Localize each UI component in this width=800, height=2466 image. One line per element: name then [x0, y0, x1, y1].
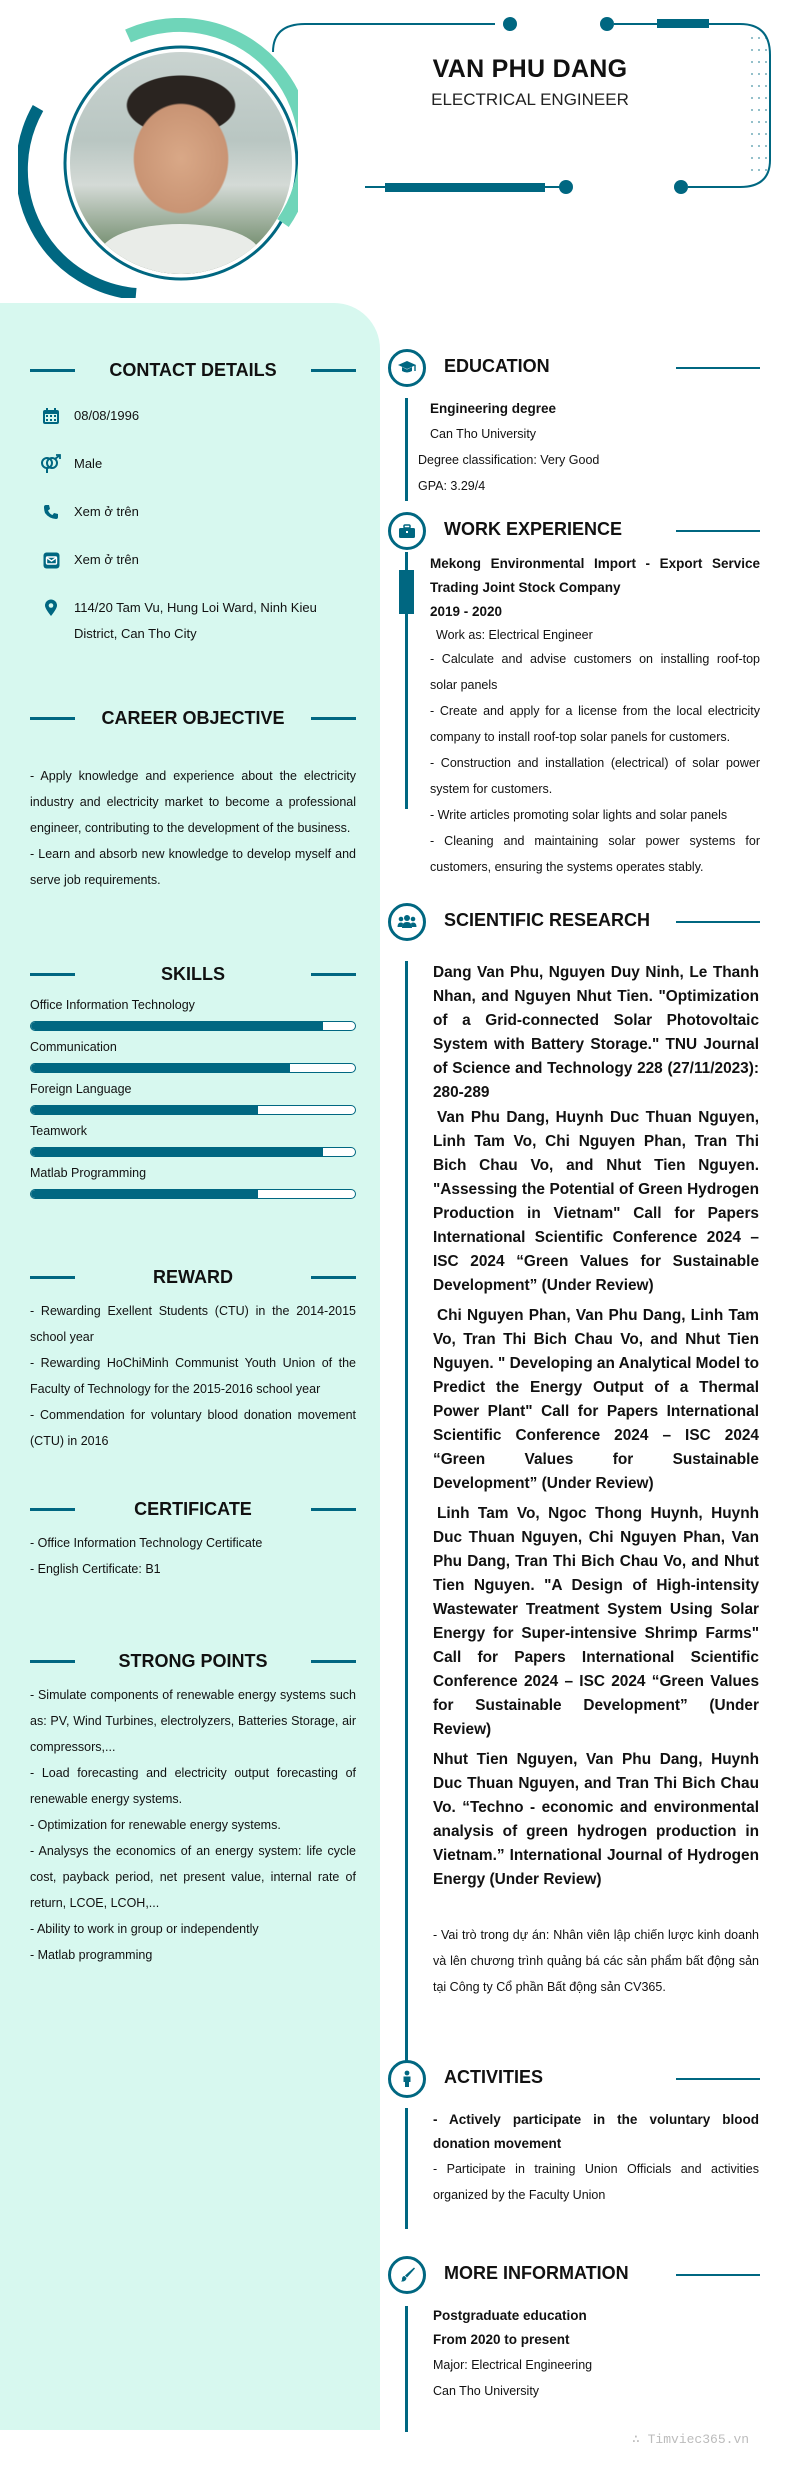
gender-icon [38, 451, 64, 477]
work-duty: - Calculate and advise customers on installing roof-top solar panels [430, 652, 760, 692]
career-objective-heading: CAREER OBJECTIVE [30, 703, 356, 733]
scientific-research-heading: SCIENTIFIC RESEARCH [380, 903, 800, 947]
skill-progress-bar [30, 1147, 356, 1157]
research-paper: Van Phu Dang, Huynh Duc Thuan Nguyen, Linh Tam Vo, Chi Nguyen Phan, Tran Thi Bich Chau Vo, and Nhut Tien Nguyen. "Assessing the Potential of Green Hydrogen Production in Vietnam" Call for Papers International Scientific Conference 2024 – ISC 2024 “Green Values for Sustainable Development” (Under Review) [433, 1109, 759, 1294]
contact-gender: Male [30, 451, 356, 477]
contact-birthdate: 08/08/1996 [30, 403, 356, 429]
work-company: Mekong Environmental Import - Export Service Trading Joint Stock Company [430, 556, 760, 595]
activity-headline: - Actively participate in the voluntary blood donation movement [433, 2112, 759, 2151]
education-degree: Engineering degree [430, 401, 557, 416]
work-experience-section [380, 512, 800, 874]
work-duty: - Create and apply for a license from the local electricity company to install roof-top solar panels for customers. [430, 704, 760, 744]
skill-item: Office Information Technology [30, 995, 356, 1031]
strong-point-line: - Simulate components of renewable energy systems such as: PV, Wind Turbines, electrolyzers, Batteries Storage, air compressors,... [30, 1688, 356, 1754]
graduation-cap-icon [388, 349, 426, 387]
career-objective-section [30, 703, 356, 893]
work-duty: - Construction and installation (electrical) of solar power system for customers. [430, 756, 760, 796]
work-duty: - Write articles promoting solar lights and solar panels [430, 808, 728, 822]
skills-heading: SKILLS [30, 959, 356, 989]
more-major: Major: Electrical Engineering [433, 2358, 593, 2372]
research-paper: Dang Van Phu, Nguyen Duy Ninh, Le Thanh Nhan, and Nguyen Nhut Tien. "Optimization of a Grid-connected Solar Photovoltaic System with Battery Storage." TNU Journal of Science and Technology 228 (27/11/2023): 280-289 [433, 964, 759, 1101]
more-period: From 2020 to present [433, 2332, 570, 2347]
activities-heading: ACTIVITIES [380, 2060, 800, 2104]
reward-line: - Rewarding Exellent Students (CTU) in the 2014-2015 school year [30, 1304, 356, 1344]
strong-point-line: - Optimization for renewable energy systems. [30, 1818, 281, 1832]
scientific-research-section [380, 903, 800, 1994]
certificate-heading: CERTIFICATE [30, 1494, 356, 1524]
skill-item: Teamwork [30, 1121, 356, 1157]
phone-icon [38, 499, 64, 525]
strong-point-line: - Ability to work in group or independently [30, 1922, 259, 1936]
skill-progress-bar [30, 1189, 356, 1199]
education-section [380, 349, 800, 493]
work-experience-heading: WORK EXPERIENCE [380, 512, 800, 556]
skill-item: Matlab Programming [30, 1163, 356, 1199]
education-school: Can Tho University [430, 427, 537, 441]
strong-point-line: - Analysys the economics of an energy system: life cycle cost, payback period, net present value, internal rate of return, LCOE, LCOH,... [30, 1844, 356, 1910]
certificate-section [30, 1494, 356, 1582]
strong-points-section [30, 1646, 356, 1968]
timeline-marker [399, 570, 414, 614]
paintbrush-icon [388, 2256, 426, 2294]
skill-item: Foreign Language [30, 1079, 356, 1115]
strong-point-line: - Matlab programming [30, 1948, 153, 1962]
education-heading: EDUCATION [380, 349, 800, 393]
skill-progress-bar [30, 1063, 356, 1073]
briefcase-icon [388, 512, 426, 550]
research-paper: Chi Nguyen Phan, Van Phu Dang, Linh Tam Vo, Tran Thi Bich Chau Vo, and Nhut Tien Nguyen. " Developing an Analytical Model to Predict the Energy Output of a Thermal Power Plant" Call for Papers International Scientific Conference 2024 – ISC 2024 “Green Values for Sustainable Development” (Under Review) [433, 1307, 759, 1492]
candidate-name: VAN PHU DANG [432, 55, 628, 83]
work-role: Work as: Electrical Engineer [436, 628, 593, 642]
reward-line: - Commendation for voluntary blood donation movement (CTU) in 2016 [30, 1408, 356, 1448]
education-classification: Degree classification: Very Good [418, 453, 600, 467]
contact-heading: CONTACT DETAILS [30, 355, 356, 385]
strong-points-heading: STRONG POINTS [30, 1646, 356, 1676]
work-period: 2019 - 2020 [430, 604, 503, 619]
more-information-heading: MORE INFORMATION [380, 2256, 800, 2300]
research-paper: Linh Tam Vo, Ngoc Thong Huynh, Huynh Duc Thuan Nguyen, Chi Nguyen Phan, Van Phu Dang, Tran Thi Bich Chau Vo, and Nhut Tien Nguyen. "A Design of High-intensity Wastewater Treatment System Using Solar Energy for Super-intensive Shrimp Farms" Call for Papers International Scientific Conference 2024 – ISC 2024 “Green Values for Sustainable Development” (Under Review) [433, 1505, 759, 1738]
research-paper: Nhut Tien Nguyen, Van Phu Dang, Huynh Duc Thuan Nguyen, and Tran Thi Bich Chau Vo. “Techno - economic and environmental analysis of green hydrogen production in Vietnam.” International Journal of Hydrogen Energy (Under Review) [433, 1751, 759, 1888]
cv-header [0, 0, 800, 300]
research-note: - Vai trò trong dự án: Nhân viên lập chiến lược kinh doanh và lên chương trình quảng bá các sản phẩm bất động sản tại Công ty Cổ phần Bất động sản CV365. [433, 1928, 759, 1994]
more-headline: Postgraduate education [433, 2308, 587, 2323]
more-information-section [380, 2256, 800, 2398]
strong-point-line: - Load forecasting and electricity output forecasting of renewable energy systems. [30, 1766, 356, 1806]
education-gpa: GPA: 3.29/4 [418, 479, 486, 493]
name-block [380, 55, 680, 110]
contact-address: 114/20 Tam Vu, Hung Loi Ward, Ninh Kieu District, Can Tho City [30, 595, 356, 647]
skills-section [30, 959, 356, 1199]
reward-section [30, 1262, 356, 1454]
objective-line: - Learn and absorb new knowledge to develop myself and serve job requirements. [30, 847, 356, 887]
contact-phone: Xem ở trên [30, 499, 356, 525]
profile-photo [70, 52, 292, 274]
certificate-line: - English Certificate: B1 [30, 1562, 161, 1576]
person-icon [388, 2060, 426, 2098]
calendar-icon [38, 403, 64, 429]
email-icon [38, 547, 64, 573]
activity-detail: - Participate in training Union Officials and activities organized by the Faculty Union [433, 2162, 759, 2202]
activities-section [380, 2060, 800, 2202]
skill-progress-bar [30, 1105, 356, 1115]
avatar [18, 18, 298, 298]
contact-section [30, 355, 356, 647]
users-group-icon [388, 903, 426, 941]
watermark: ∴ Timviec365.vn [632, 2432, 750, 2447]
candidate-job-title: ELECTRICAL ENGINEER [431, 90, 629, 109]
work-duty: - Cleaning and maintaining solar power systems for customers, ensuring the systems operates stably. [430, 834, 760, 874]
contact-email: Xem ở trên [30, 547, 356, 573]
objective-line: - Apply knowledge and experience about the electricity industry and electricity market to become a professional engineer, contributing to the development of the business. [30, 769, 356, 835]
reward-heading: REWARD [30, 1262, 356, 1292]
skill-item: Communication [30, 1037, 356, 1073]
location-icon [38, 595, 64, 621]
more-school: Can Tho University [433, 2384, 540, 2398]
reward-line: - Rewarding HoChiMinh Communist Youth Union of the Faculty of Technology for the 2015-2016 school year [30, 1356, 356, 1396]
skill-progress-bar [30, 1021, 356, 1031]
certificate-line: - Office Information Technology Certificate [30, 1536, 263, 1550]
